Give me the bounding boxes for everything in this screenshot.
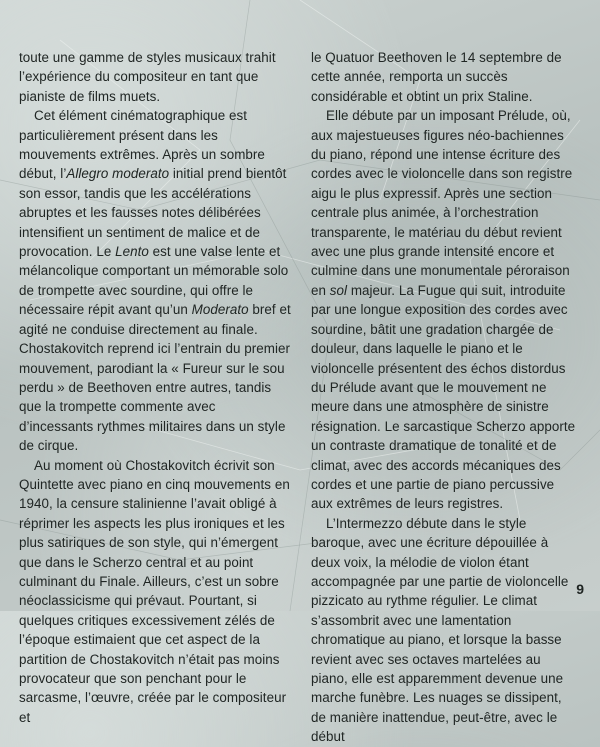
left-paragraph-3: Au moment où Chostakovitch écrivit son Quintette avec piano en cinq mouvements en 1940, la censure stalinienne l’avait obligé à réprimer les aspects les plus ironiques et les plus satiriques de son style, qui n’émergent que dans le Scherzo central et au point culminant du Finale. Ailleurs, c’est un sobre néoclassicisme qui prévaut. Pourtant, si quelques critiques excessivement zélés de l’époque estimaient que cet aspect de la partition de Chostakovitch n’était pas moins provocateur que son penchant pour le sarcasme, l’œuvre, créée par le compositeur et bbox=[19, 457, 290, 725]
italic-text: Lento bbox=[115, 244, 149, 260]
right-paragraph-1: le Quatuor Beethoven le 14 septembre de cette année, remporta un succès considérable et obtint un prix Staline. bbox=[311, 50, 562, 104]
right-column bbox=[311, 48, 579, 747]
right-paragraph-2: Elle débute par un imposant Prélude, où, aux majestueuses figures néo-bachiennes du piano, répond une intense écriture des cordes avec le violoncelle dans son registre aigu le plus expressif. Après une section centrale plus animée, à l’orchestration transparente, le matériau du début revient avec une plus grande intensité encore et culmine dans une monumentale péroraison en sol majeur. La Fugue qui suit, introduite par une longue exposition des cordes avec sourdine, bâtit une gradation chargée de douleur, dans laquelle le piano et le violoncelle présentent des échos distordus du Prélude avant que le mouvement ne meure dans une atmosphère de sinistre résignation. Le sarcastique Scherzo apporte un contraste dramatique de tonalité et de climat, avec des accords mécaniques des cordes et une partie de piano percussive aux extrêmes de leurs registres. bbox=[311, 108, 576, 512]
italic-text: Allegro moderato bbox=[66, 166, 170, 182]
italic-text: sol bbox=[329, 282, 348, 298]
left-paragraph-1: toute une gamme de styles musicaux trahit l’expérience du compositeur en tant que pianiste de films muets. bbox=[19, 50, 276, 104]
left-paragraph-2: Cet élément cinématographique est particulièrement présent dans les mouvements extrêmes. Après un sombre début, l’Allegro moderato initial prend bientôt son essor, tandis que les accélérations abruptes et les fausses notes délibérées intensifient un sentiment de malice et de provocation. Le Lento est une valse lente et mélancolique comportant un mémorable solo de trompette avec sourdine, qui offre le nécessaire répit avant qu’un Moderato bref et agité ne conduise directement au finale. Chostakovitch reprend ici l’entrain du premier mouvement, parodiant la « Fureur sur le sou perdu » de Beethoven entre autres, tandis que la trompette commente avec d’incessants rythmes militaires dans un style de cirque. bbox=[19, 108, 291, 454]
left-column bbox=[19, 48, 291, 727]
italic-text: Moderato bbox=[191, 302, 249, 318]
page-number: 9 bbox=[576, 581, 584, 597]
right-paragraph-3: L’Intermezzo débute dans le style baroque, avec une écriture dépouillée à deux voix, la mélodie de violon étant accompagnée par une partie de violoncelle pizzicato au rythme régulier. Le climat s’assombrit avec une lamentation chromatique au piano, et lorsque la basse revient avec ses octaves martelées au piano, elle est apparemment devenue une marche funèbre. Les nuages se dissipent, de manière inattendue, peut-être, avec le début bbox=[311, 515, 569, 745]
